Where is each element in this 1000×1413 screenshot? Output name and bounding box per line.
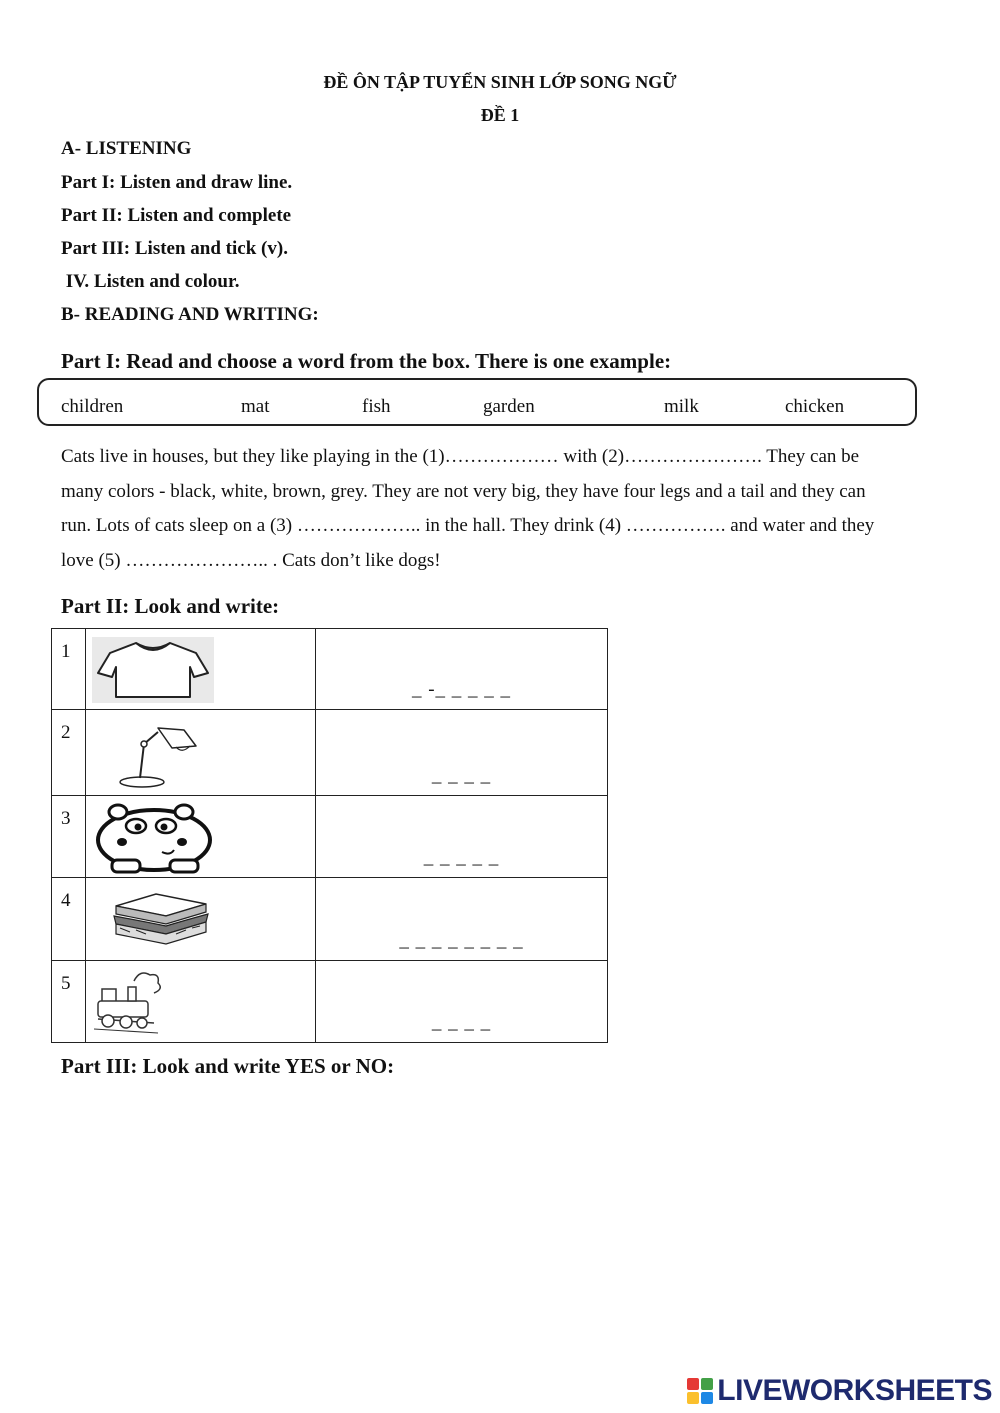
row-number: 1 [52,629,86,710]
answer-cell[interactable] [316,878,608,961]
listening-part-4: IV. Listen and colour. [61,271,240,292]
word-box-word: chicken [785,396,845,417]
picture-cell [86,878,316,961]
table-row [52,878,608,961]
listening-heading: A- LISTENING [61,138,192,159]
liveworksheets-brand: LIVEWORKSHEETS [717,1374,992,1407]
liveworksheets-logo-icon [687,1378,713,1404]
listening-part-3: Part III: Listen and tick (v). [61,238,288,259]
liveworksheets-logo [687,1374,992,1408]
table-row [52,961,608,1043]
picture-cell [86,796,316,878]
table-row [52,629,608,710]
answer-blanks: _ -_ _ _ _ _ [411,679,512,700]
answer-cell[interactable] [316,629,608,710]
answer-cell[interactable] [316,961,608,1043]
picture-cell [86,961,316,1043]
passage-line: run. Lots of cats sleep on a (3) ……………….. in the hall. They drink (4) ……………. and water and they [61,515,875,536]
word-box-word: milk [664,396,699,417]
reading-part2-title: Part II: Look and write: [61,594,280,618]
passage-line: many colors - black, white, brown, grey. They are not very big, they have four legs and a tail and they can [61,480,866,502]
picture-cell [86,710,316,796]
passage-line: love (5) ………………….. . Cats don’t like dogs! [61,549,441,571]
page-title: ĐỀ ÔN TẬP TUYỂN SINH LỚP SONG NGỮ [323,72,677,92]
lamp-icon [114,720,204,790]
answer-blanks: _ _ _ _ [431,1012,492,1033]
table-row [52,710,608,796]
word-box-word: children [61,396,124,417]
row-number: 2 [52,710,86,796]
look-and-write-table [51,628,608,1043]
answer-blanks: _ _ _ _ [431,765,492,786]
table-row [52,796,608,878]
picture-cell [86,629,316,710]
train-icon [94,967,164,1037]
answer-cell[interactable] [316,796,608,878]
reading-part3-title: Part III: Look and write YES or NO: [61,1054,395,1078]
row-number: 5 [52,961,86,1043]
sandwich-icon [106,890,216,952]
passage-line: Cats live in houses, but they like playing in the (1)……………… with (2)…………………. They can be [61,446,860,467]
row-number: 3 [52,796,86,878]
word-box-word: garden [483,396,535,417]
answer-cell[interactable] [316,710,608,796]
page-subtitle: ĐỀ 1 [480,105,520,125]
listening-part-1: Part I: Listen and draw line. [61,172,293,193]
word-box-word: fish [362,396,391,417]
t-shirt-icon [92,637,214,703]
word-box-word: mat [241,396,270,417]
hippo-icon [92,802,218,874]
reading-heading: B- READING AND WRITING: [61,304,319,325]
reading-part1-title: Part I: Read and choose a word from the box. There is one example: [61,349,672,373]
reading-passage [61,440,941,578]
answer-blanks: _ _ _ _ _ [423,847,500,868]
row-number: 4 [52,878,86,961]
listening-part-2: Part II: Listen and complete [61,205,292,226]
answer-blanks: _ _ _ _ _ _ _ _ [399,930,524,951]
